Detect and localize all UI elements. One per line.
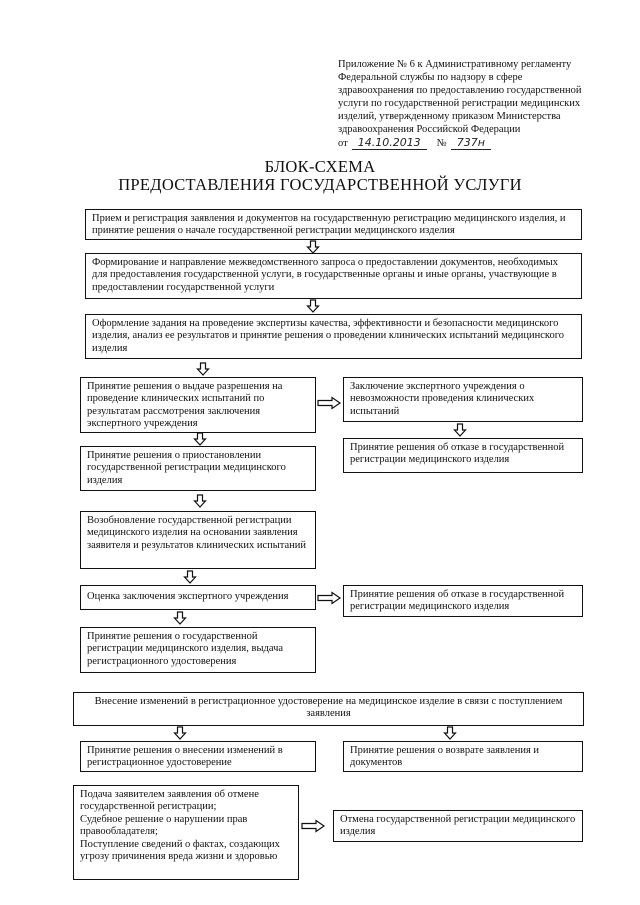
header-line: изделий, утвержденному приказом Министерства bbox=[338, 111, 561, 122]
cancellation-ground-item: Подача заявителем заявления об отмене государственной регистрации; bbox=[80, 789, 259, 813]
arrow-down-icon bbox=[308, 300, 319, 312]
header-line: здравоохранения по предоставлению государственной bbox=[338, 85, 582, 96]
step-box-refusal-registration-1: Принятие решения об отказе в государственной регистрации медицинского изделия bbox=[343, 438, 583, 473]
arrow-down-icon bbox=[455, 424, 466, 436]
step-box-registration-resumption: Возобновление государственной регистрации медицинского изделия на основании заявления заявителя и результатов клинических испытаний bbox=[80, 511, 316, 569]
step-box-clinical-trials-permit: Принятие решения о выдаче разрешения на проведение клинических испытаний по результатам рассмотрения заключения экспертного учреждения bbox=[80, 377, 316, 433]
number-prefix: № bbox=[436, 138, 447, 149]
header-line: здравоохранения Российской Федерации bbox=[338, 124, 521, 135]
step-box-interagency-request: Формирование и направление межведомственного запроса о предоставлении документов, необходимых для предоставления государственной услуги, в государственные органы и иные органы, участвующие в предоставлении государственной услуги bbox=[85, 253, 582, 299]
cancellation-ground-item: Поступление сведений о фактах, создающих угрозу причинения вреда жизни и здоровью bbox=[80, 838, 280, 863]
arrow-down-icon bbox=[195, 495, 206, 507]
step-box-registration-suspension: Принятие решения о приостановлении государственной регистрации медицинского изделия bbox=[80, 446, 316, 491]
arrow-right-icon bbox=[318, 398, 340, 409]
cancellation-ground-item: Судебное решение о нарушении прав правообладателя; bbox=[80, 813, 248, 838]
step-box-expertise-assignment: Оформление задания на проведение экспертизы качества, эффективности и безопасности медицинского изделия, анализ ее результатов и принятие решения о проведении клинических испытаний медицинского изделия bbox=[85, 314, 582, 359]
arrow-right-icon bbox=[302, 821, 324, 832]
arrow-down-icon bbox=[175, 612, 186, 624]
arrow-down-icon bbox=[308, 241, 319, 253]
header-line: Приложение № 6 к Административному регламенту bbox=[338, 59, 572, 70]
arrow-down-icon bbox=[445, 727, 456, 739]
step-box-registration-cancellation: Отмена государственной регистрации медицинского изделия bbox=[333, 810, 583, 842]
arrow-right-icon bbox=[318, 593, 340, 604]
page-subtitle: ПРЕДОСТАВЛЕНИЯ ГОСУДАРСТВЕННОЙ УСЛУГИ bbox=[118, 175, 522, 194]
step-box-application-intake: Прием и регистрация заявления и документов на государственную регистрацию медицинского изделия, и принятие решения о начале государственной регистрации медицинского изделия bbox=[85, 209, 582, 240]
step-box-expert-conclusion-impossible: Заключение экспертного учреждения о невозможности проведения клинических испытаний bbox=[343, 377, 583, 422]
step-box-changes-decision: Принятие решения о внесении изменений в регистрационное удостоверение bbox=[80, 741, 316, 772]
header-line: услуги по государственной регистрации медицинских bbox=[338, 98, 581, 109]
arrow-down-icon bbox=[195, 433, 206, 445]
arrow-down-icon bbox=[175, 727, 186, 739]
page-title: БЛОК-СХЕМА bbox=[264, 157, 376, 176]
order-date: 14.10.2013 bbox=[352, 136, 427, 150]
step-box-registration-decision: Принятие решения о государственной регистрации медицинского изделия, выдача регистрационного удостоверения bbox=[80, 627, 316, 673]
step-box-refusal-registration-2: Принятие решения об отказе в государственной регистрации медицинского изделия bbox=[343, 585, 583, 617]
order-number: 737н bbox=[451, 136, 491, 150]
step-box-return-application: Принятие решения о возврате заявления и документов bbox=[343, 741, 583, 772]
step-box-certificate-changes: Внесение изменений в регистрационное удостоверение на медицинское изделие в связи с поступлением заявления bbox=[73, 692, 584, 726]
arrow-down-icon bbox=[185, 571, 196, 583]
step-box-evaluate-conclusion: Оценка заключения экспертного учреждения bbox=[80, 585, 316, 610]
arrow-down-icon bbox=[198, 363, 209, 375]
date-prefix: от bbox=[338, 138, 348, 149]
header-line: Федеральной службы по надзору в сфере bbox=[338, 72, 523, 83]
